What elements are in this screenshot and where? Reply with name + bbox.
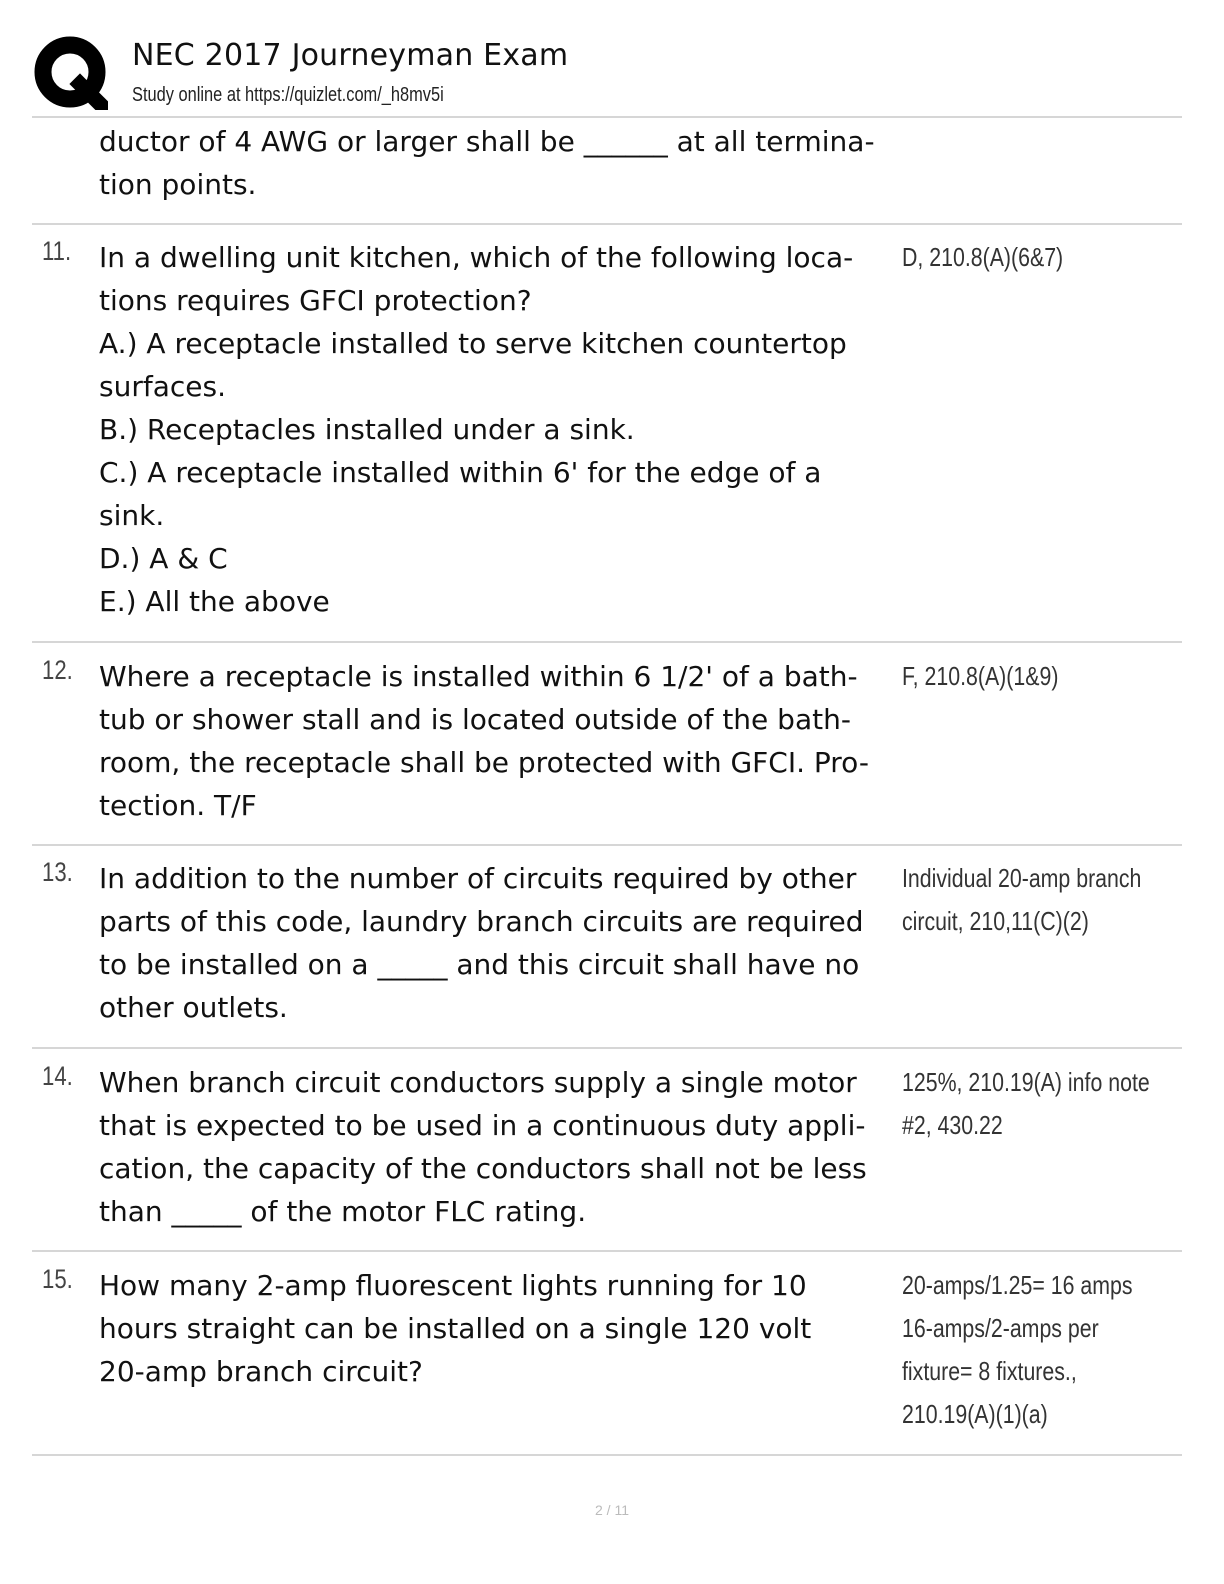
question-text xyxy=(99,1061,899,1233)
question-line: A.) A receptacle installed to serve kitchen countertop xyxy=(99,327,847,360)
question-line: tub or shower stall and is located outside of the bath- xyxy=(99,703,851,736)
question-line: Where a receptacle is installed within 6 1/2' of a bath- xyxy=(99,660,858,693)
answer-line: 20-amps/1.25= 16 amps xyxy=(902,1270,1133,1300)
question-text xyxy=(99,236,899,623)
question-line: sink. xyxy=(99,499,165,532)
question-line: When branch circuit conductors supply a single motor xyxy=(99,1066,857,1099)
page-number: 2 / 11 xyxy=(595,1502,629,1518)
question-line: In addition to the number of circuits required by other xyxy=(99,862,857,895)
question-text xyxy=(99,857,899,1029)
question-line: to be installed on a _____ and this circuit shall have no xyxy=(99,948,860,981)
answer-text xyxy=(902,1061,1173,1147)
divider xyxy=(32,1250,1182,1252)
question-text xyxy=(99,655,899,827)
question-number: 14. xyxy=(42,1061,73,1091)
question-line: room, the receptacle shall be protected with GFCI. Pro- xyxy=(99,746,869,779)
page-title: NEC 2017 Journeyman Exam xyxy=(132,38,569,73)
answer-line: #2, 430.22 xyxy=(902,1110,1003,1140)
answer-line: circuit, 210,11(C)(2) xyxy=(902,906,1089,936)
answer-line: 125%, 210.19(A) info note xyxy=(902,1067,1150,1097)
question-line: 20-amp branch circuit? xyxy=(99,1355,423,1388)
question-number: 13. xyxy=(42,857,73,887)
answer-text xyxy=(902,1264,1173,1436)
question-line: that is expected to be used in a continuous duty appli- xyxy=(99,1109,866,1142)
question-line: surfaces. xyxy=(99,370,226,403)
answer-line: Individual 20-amp branch xyxy=(902,863,1142,893)
question-line: tection. T/F xyxy=(99,789,257,822)
answer-text xyxy=(902,655,1173,698)
page-header xyxy=(32,30,1182,116)
question-line: other outlets. xyxy=(99,991,288,1024)
question-line: tion points. xyxy=(99,168,257,201)
answer-line: fixture= 8 fixtures., xyxy=(902,1356,1077,1386)
answer-text xyxy=(902,857,1173,943)
question-line: hours straight can be installed on a single 120 volt xyxy=(99,1312,812,1345)
question-line: parts of this code, laundry branch circuits are required xyxy=(99,905,864,938)
question-line: E.) All the above xyxy=(99,585,330,618)
answer-line: 210.19(A)(1)(a) xyxy=(902,1399,1048,1429)
question-text xyxy=(99,120,899,206)
question-number: 15. xyxy=(42,1264,73,1294)
divider xyxy=(32,641,1182,643)
question-number: 12. xyxy=(42,655,73,685)
answer-text xyxy=(902,236,1173,279)
question-number: 11. xyxy=(42,236,72,266)
divider xyxy=(32,1047,1182,1049)
answer-line: F, 210.8(A)(1&9) xyxy=(902,661,1059,691)
question-line: D.) A & C xyxy=(99,542,228,575)
question-text xyxy=(99,1264,899,1393)
divider xyxy=(32,844,1182,846)
answer-line: D, 210.8(A)(6&7) xyxy=(902,242,1064,272)
question-line: than _____ of the motor FLC rating. xyxy=(99,1195,587,1228)
question-line: How many 2-amp fluorescent lights running for 10 xyxy=(99,1269,807,1302)
answer-line: 16-amps/2-amps per xyxy=(902,1313,1099,1343)
question-line: In a dwelling unit kitchen, which of the following loca- xyxy=(99,241,854,274)
quizlet-logo-icon xyxy=(34,36,108,110)
question-line: B.) Receptacles installed under a sink. xyxy=(99,413,635,446)
question-line: ductor of 4 AWG or larger shall be ______ at all termina- xyxy=(99,125,875,158)
study-online-link-text: Study online at https://quizlet.com/_h8mv5i xyxy=(132,84,444,106)
divider xyxy=(32,223,1182,225)
divider xyxy=(32,1454,1182,1456)
divider xyxy=(32,116,1182,118)
question-line: cation, the capacity of the conductors shall not be less xyxy=(99,1152,867,1185)
question-line: tions requires GFCI protection? xyxy=(99,284,532,317)
question-line: C.) A receptacle installed within 6' for the edge of a xyxy=(99,456,822,489)
